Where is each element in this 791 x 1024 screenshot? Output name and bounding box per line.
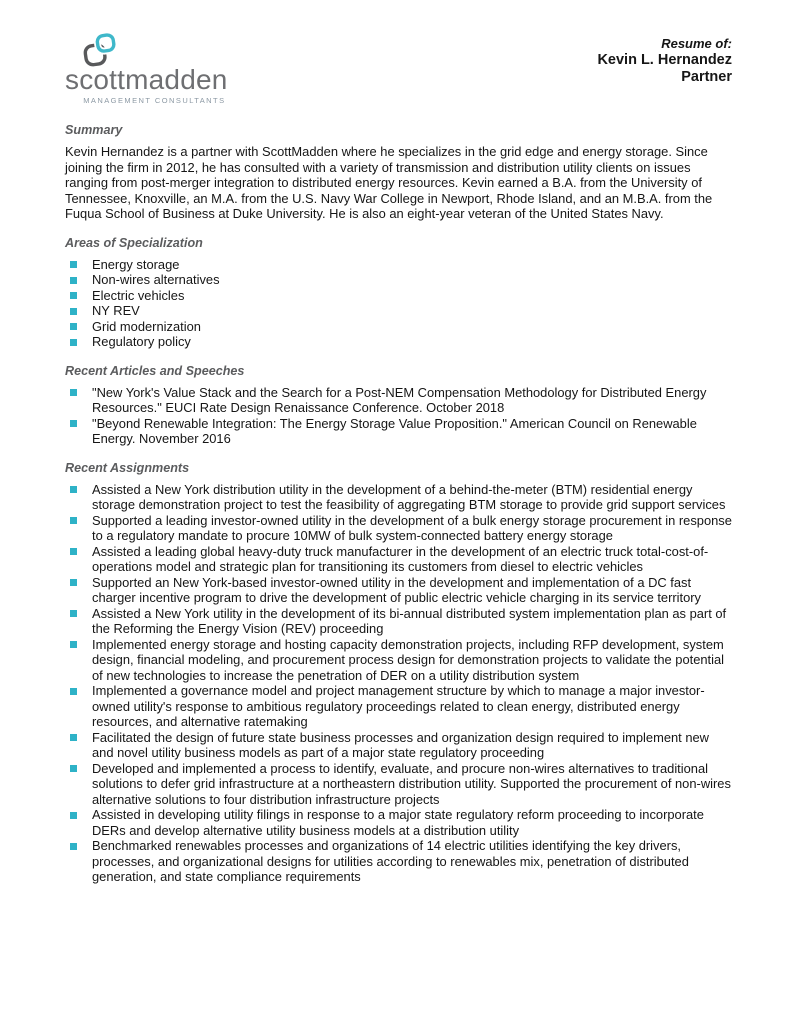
list-item-text: Energy storage xyxy=(92,256,180,272)
resume-of-label: Resume of: xyxy=(661,36,732,51)
list-item xyxy=(65,272,732,288)
summary-paragraph: Kevin Hernandez is a partner with ScottMadden where he specializes in the grid edge and energy storage. Since joining the firm in 2012, he has consulted with a variety of transmission and distribution utility clients on issues ranging from post-merger integration to distributed energy resources. Kevin earned a B.A. from the University of Tennessee, Knoxville, an M.A. from the U.S. Navy War College in Newport, Rhode Island, and an M.B.A. from the Fuqua School of Business at Duke University. He is also an eight-year veteran of the United States Navy. xyxy=(65,144,713,221)
bullet-square-icon xyxy=(70,641,77,648)
list-item xyxy=(65,761,732,808)
list-item xyxy=(65,807,732,838)
section-heading-assignments: Recent Assignments xyxy=(65,460,190,475)
specialization-list xyxy=(65,257,732,350)
list-item xyxy=(65,288,732,304)
list-item-text: Benchmarked renewables processes and organizations of 14 electric utilities identifying the key drivers, processes, and organizational designs for utilities according to renewables mix, penetration of distributed generation, and state compliance requirements xyxy=(92,838,689,884)
bullet-square-icon xyxy=(70,812,77,819)
bullet-square-icon xyxy=(70,486,77,493)
bullet-square-icon xyxy=(70,292,77,299)
person-name: Kevin L. Hernandez xyxy=(597,52,732,68)
list-item-text: Developed and implemented a process to identify, evaluate, and procure non-wires alternatives to traditional solutions to defer grid infrastructure at a northeastern distribution utility. Supported the procurement of non-wires alternative solutions to four distribution infrastructure projects xyxy=(92,760,731,807)
list-item-text: Assisted a leading global heavy-duty truck manufacturer in the development of an electric truck total-cost-of-operations model and strategic plan for transitioning its customers from diesel to electric vehicles xyxy=(92,543,709,574)
section-recent-articles xyxy=(65,364,732,447)
list-item-text: Assisted in developing utility filings in response to a major state regulatory reform proceeding to incorporate DERs and develop alternative utility business models at a distribution utility xyxy=(92,807,704,838)
section-heading-summary: Summary xyxy=(65,123,123,137)
bullet-square-icon xyxy=(70,610,77,617)
list-item xyxy=(65,385,732,416)
bullet-square-icon xyxy=(70,420,77,427)
scottmadden-logo xyxy=(65,33,228,105)
bullet-square-icon xyxy=(70,389,77,396)
list-item-text: "Beyond Renewable Integration: The Energy Storage Value Proposition." American Council on Renewable Energy. November 2016 xyxy=(92,415,697,446)
list-item-text: Electric vehicles xyxy=(92,287,185,303)
list-item-text: Assisted a New York utility in the development of its bi-annual distributed system implementation plan as part of the Reforming the Energy Vision (REV) proceeding xyxy=(92,605,727,636)
list-item-text: Facilitated the design of future state business processes and organization design required to implement new and novel utility business models as part of a major state regulatory proceeding xyxy=(92,729,709,760)
section-recent-assignments xyxy=(65,461,732,885)
list-item-text: Supported an New York-based investor-owned utility in the development and implementation of a DC fast charger incentive program to drive the development of public electric vehicle charging in its service territory xyxy=(92,574,702,605)
list-item-text: Non-wires alternatives xyxy=(92,272,220,287)
logo-wordmark: scottmadden xyxy=(65,64,228,95)
bullet-square-icon xyxy=(70,308,77,315)
list-item-text: Implemented energy storage and hosting capacity demonstration projects, including RFP development, system design, financial modeling, and procurement process design for demonstration projects to validate the potential of new technologies to increase the penetration of DER on a utility distribution system xyxy=(92,636,725,683)
list-item-text: Implemented a governance model and project management structure by which to manage a major investor-owned utility's response to ambitious regulatory proceedings related to clean energy, distributed energy resources, and alternative ratemaking xyxy=(92,683,705,729)
articles-list xyxy=(65,385,732,447)
page-header xyxy=(65,33,732,105)
bullet-square-icon xyxy=(70,339,77,346)
section-heading-articles: Recent Articles and Speeches xyxy=(65,363,245,378)
list-item xyxy=(65,319,732,335)
list-item-text: Regulatory policy xyxy=(92,334,191,349)
list-item-text: NY REV xyxy=(92,303,140,318)
list-item xyxy=(65,683,732,730)
list-item xyxy=(65,416,732,447)
bullet-square-icon xyxy=(70,734,77,741)
logo-squares-icon xyxy=(77,33,125,67)
list-item xyxy=(65,606,732,637)
list-item xyxy=(65,637,732,684)
section-summary xyxy=(65,123,732,222)
section-areas-of-specialization xyxy=(65,236,732,350)
list-item xyxy=(65,257,732,273)
bullet-square-icon xyxy=(70,261,77,268)
bullet-square-icon xyxy=(70,517,77,524)
list-item xyxy=(65,730,732,761)
bullet-square-icon xyxy=(70,843,77,850)
resume-header-block xyxy=(597,33,732,86)
list-item-text: Assisted a New York distribution utility in the development of a behind-the-meter (BTM) residential energy storage demonstration project to test the feasibility of aggregating BTM storage to provide grid support services xyxy=(92,481,726,512)
list-item-text: Supported a leading investor-owned utility in the development of a bulk energy storage procurement in response to a regulatory mandate to procure 10MW of bulk system-connected battery energy storage xyxy=(92,512,732,543)
list-item xyxy=(65,575,732,606)
bullet-square-icon xyxy=(70,548,77,555)
list-item xyxy=(65,838,732,885)
logo-tagline: MANAGEMENT CONSULTANTS xyxy=(83,96,226,105)
list-item xyxy=(65,334,732,350)
list-item xyxy=(65,513,732,544)
bullet-square-icon xyxy=(70,765,77,772)
list-item xyxy=(65,482,732,513)
list-item xyxy=(65,544,732,575)
bullet-square-icon xyxy=(70,323,77,330)
bullet-square-icon xyxy=(70,688,77,695)
person-title: Partner xyxy=(681,69,732,85)
list-item-text: "New York's Value Stack and the Search for a Post-NEM Compensation Methodology for Distributed Energy Resources." EUCI Rate Design Renaissance Conference. October 2018 xyxy=(92,384,707,415)
bullet-square-icon xyxy=(70,579,77,586)
assignments-list xyxy=(65,482,732,885)
list-item xyxy=(65,303,732,319)
bullet-square-icon xyxy=(70,277,77,284)
section-heading-specialization: Areas of Specialization xyxy=(65,235,203,250)
list-item-text: Grid modernization xyxy=(92,318,201,334)
